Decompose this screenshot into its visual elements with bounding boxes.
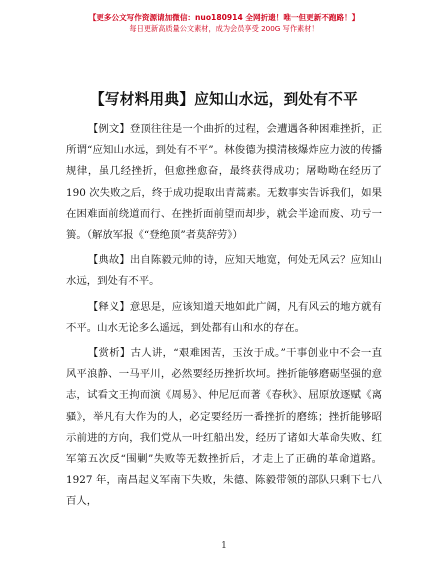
paragraph-tag: 【赏析】 [87, 347, 131, 360]
paragraph-tag: 【例文】 [87, 123, 130, 135]
paragraph-tag: 【释义】 [87, 300, 130, 313]
paragraph-text: 出自陈毅元帅的诗，应知天地宽，何处无风云？应知山水远，到处有不平。 [66, 254, 383, 288]
document-title: 【写材料用典】应知山水远，到处有不平 [89, 91, 359, 108]
paragraph-example [66, 119, 382, 246]
document-body [66, 119, 382, 517]
promo-line-1: 【更多公文写作资源请加微信：nuo180914 全网折遗！唯一但更新不跑路！】 [88, 13, 360, 22]
promo-banner [0, 12, 448, 34]
paragraph-tag: 【典故】 [87, 254, 130, 267]
paragraph-text: 登顶往往是一个曲折的过程，会遭遇各种困难挫折，正所谓“应知山水远，到处有不平”。林俊德为摸清核爆炸应力波的传播规律，虽几经挫折，但愈挫愈奋，最终获得成功；屠呦呦在经历了 190 次失败之后，终于成功提取出青蒿素。无数事实告诉我们，如果在困难面前绕道而行、在挫折面前望而却步，就会半途而废、功亏一篑。（解放军报《“登绝顶”者莫辞劳》） [66, 123, 383, 242]
paragraph-allusion [66, 250, 382, 292]
paragraph-meaning [66, 297, 382, 339]
paragraph-text: 古人讲，“艰难困苦，玉汝于成。”干事创业中不会一直风平浪静、一马平川，必然要经历挫折坎坷。挫折能够磨砺坚强的意志，试看文王拘而演《周易》、仲尼厄而著《春秋》、屈原放逐赋《离骚》，举凡有大作为的人，必定要经历一番挫折的磨练；挫折能够昭示前进的方向，我们党从一叶红船出发，经历了诸如大革命失败、红军第五次反“围剿”失败等无数挫折后，才走上了正确的革命道路。1927 年，南昌起义军南下失败，朱德、陈毅带领的部队只剩下七八百人， [66, 347, 382, 508]
promo-line-2: 每日更新高质量公文素材，成为会员享受 200G 写作素材！ [129, 24, 319, 33]
page-number: 1 [221, 541, 227, 551]
paragraph-text: 意思是，应该知道天地如此广阔，凡有风云的地方就有不平。山水无论多么遥远，到处都有山和水的存在。 [66, 300, 383, 334]
paragraph-appreciation [66, 343, 382, 513]
